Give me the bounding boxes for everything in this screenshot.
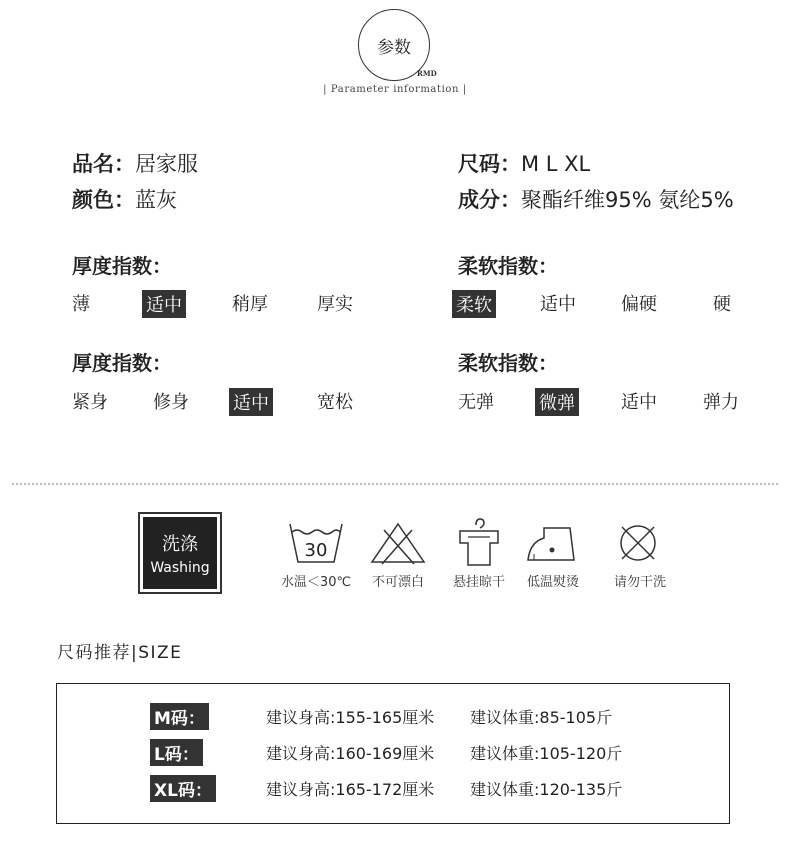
- param-material-value: 聚酯纤维95% 氨纶5%: [521, 188, 734, 212]
- index-option: 薄: [72, 294, 90, 315]
- index-option: 宽松: [317, 392, 353, 413]
- index-option: 厚实: [317, 294, 353, 315]
- index-option: 稍厚: [232, 294, 268, 315]
- index-title-softness: 柔软指数：: [458, 254, 558, 278]
- index-option-selected: 适中: [229, 388, 273, 416]
- size-badge-m: M码：: [150, 703, 209, 730]
- index-option-selected: 微弹: [535, 388, 579, 416]
- care-label-dry: 悬挂晾干: [452, 575, 505, 590]
- size-badge-xl: XL码：: [150, 775, 216, 802]
- param-size-label: 尺码：: [458, 152, 521, 176]
- param-size-value: M L XL: [521, 152, 591, 176]
- rmd-mark: RMD: [417, 69, 437, 78]
- index-option-selected: 适中: [142, 290, 186, 318]
- no-bleach-icon: [370, 520, 426, 570]
- size-weight-m: 建议体重:85-105斤: [470, 708, 613, 727]
- care-label-dryclean: 请勿干洗: [613, 575, 666, 590]
- size-height-l: 建议身高:160-169厘米: [266, 744, 435, 763]
- index-option: 弹力: [703, 392, 739, 413]
- hang-dry-icon: [454, 515, 504, 571]
- size-weight-l: 建议体重:105-120斤: [470, 744, 623, 763]
- care-label-bleach: 不可漂白: [371, 575, 424, 590]
- param-material-label: 成分：: [458, 188, 521, 212]
- index-option: 紧身: [72, 392, 108, 413]
- param-name-label: 品名：: [72, 152, 135, 176]
- washing-badge: [138, 512, 222, 594]
- section-divider: [12, 483, 778, 485]
- size-weight-xl: 建议体重:120-135斤: [470, 780, 623, 799]
- size-section-title: 尺码推荐|SIZE: [57, 643, 183, 663]
- index-option: 无弹: [458, 392, 494, 413]
- circle-title: 参数: [377, 37, 411, 58]
- index-option: 适中: [540, 294, 576, 315]
- index-option: 偏硬: [621, 294, 657, 315]
- param-color-value: 蓝灰: [135, 188, 177, 212]
- size-height-xl: 建议身高:165-172厘米: [266, 780, 435, 799]
- size-height-m: 建议身高:155-165厘米: [266, 708, 435, 727]
- param-color: [72, 184, 177, 214]
- no-dryclean-icon: [617, 522, 659, 568]
- wash-30-icon: [286, 520, 346, 570]
- index-option: 适中: [621, 392, 657, 413]
- param-name: [72, 148, 198, 178]
- index-option: 修身: [153, 392, 189, 413]
- index-title-fit: 厚度指数：: [72, 351, 172, 375]
- size-badge-l: L码：: [150, 739, 203, 766]
- index-option: 硬: [713, 294, 731, 315]
- parameter-subtitle: | Parameter information |: [323, 84, 467, 95]
- param-material: [458, 184, 734, 214]
- param-color-label: 颜色：: [72, 188, 135, 212]
- low-iron-icon: [524, 520, 584, 570]
- index-title-thickness: 厚度指数：: [72, 254, 172, 278]
- washing-badge-inner: [143, 517, 217, 589]
- index-title-elasticity: 柔软指数：: [458, 351, 558, 375]
- param-size: [458, 148, 590, 178]
- param-name-value: 居家服: [135, 152, 198, 176]
- care-label-iron: 低温熨烫: [526, 575, 579, 590]
- care-label-wash: 水温＜30℃: [280, 575, 352, 590]
- washing-title-en: Washing: [150, 560, 210, 576]
- wash-temp-text: 30: [304, 540, 328, 561]
- washing-title-cn: 洗涤: [162, 534, 198, 555]
- index-option-selected: 柔软: [452, 290, 496, 318]
